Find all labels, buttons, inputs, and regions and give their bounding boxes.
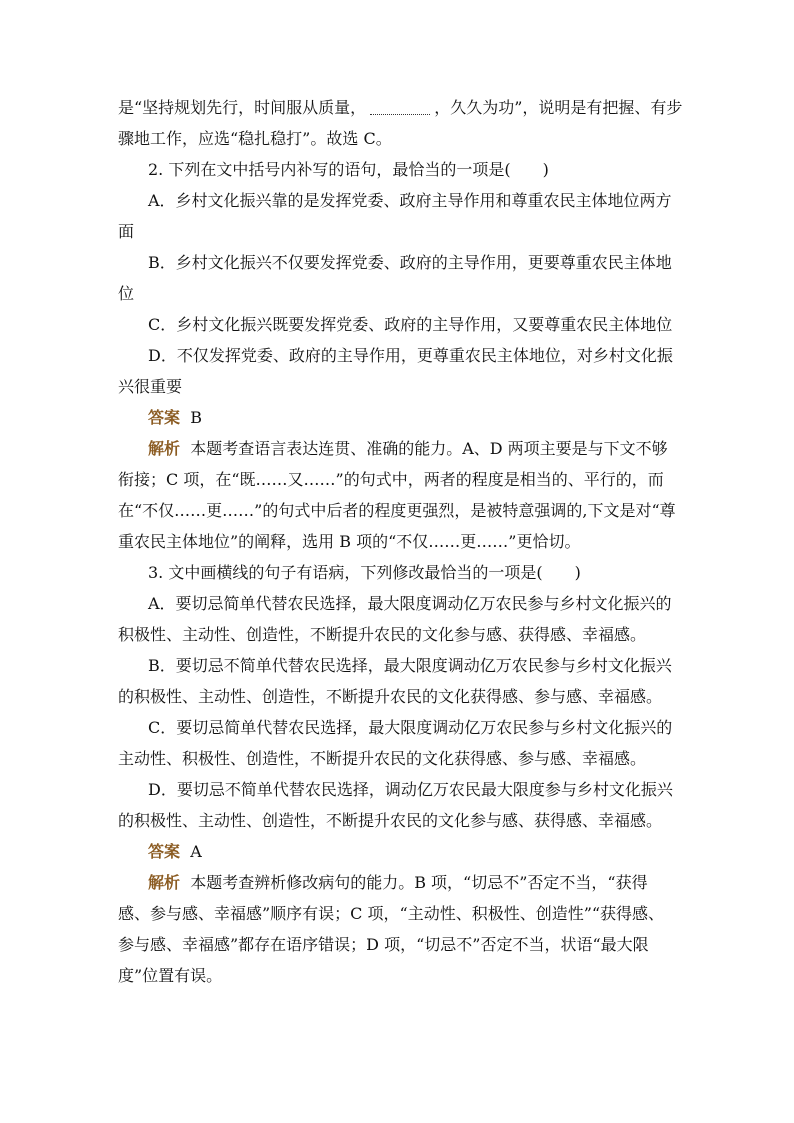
q3-analysis-3: 参与感、幸福感”都存在语序错误；D 项，“切忌不”否定不当，状语“最大限 (118, 935, 649, 954)
q2-analysis-1: 解析 本题考查语言表达连贯、准确的能力。A、D 两项主要是与下文不够 (148, 439, 668, 458)
q2-option-a: A．乡村文化振兴靠的是发挥党委、政府主导作用和尊重农民主体地位两方 (148, 191, 672, 210)
q3-analysis-1: 解析 本题考查辨析修改病句的能力。B 项，“切忌不”否定不当，“获得 (148, 873, 648, 892)
q2-option-d: D．不仅发挥党委、政府的主导作用，更尊重农民主体地位，对乡村文化振 (148, 346, 673, 365)
q2-stem: 2. 下列在文中括号内补写的语句，最恰当的一项是( ) (148, 160, 549, 179)
answer-label: 答案 (148, 842, 181, 861)
q3-analysis-2: 感、参与感、幸福感”顺序有误；C 项，“主动性、积极性、创造性”“获得感、 (118, 904, 665, 923)
q3-option-d-cont: 的积极性、主动性、创造性，不断提升农民的文化参与感、获得感、幸福感。 (118, 811, 663, 830)
q2-option-a-cont: 面 (118, 222, 135, 241)
answer-value: A (190, 842, 202, 861)
intro-line-2: 骤地工作，应选“稳扎稳打”。故选 C。 (118, 129, 392, 148)
q2-option-b: B．乡村文化振兴不仅要发挥党委、政府的主导作用，更要尊重农民主体地 (148, 253, 672, 272)
q3-stem: 3. 文中画横线的句子有语病，下列修改最恰当的一项是( ) (148, 563, 581, 582)
analysis-label: 解析 (148, 873, 181, 892)
q3-option-b: B．要切忌不简单代替农民选择，最大限度调动亿万农民参与乡村文化振兴 (148, 656, 672, 675)
answer-value: B (190, 408, 202, 427)
q3-option-a-cont: 积极性、主动性、创造性，不断提升农民的文化参与感、获得感、幸福感。 (118, 625, 647, 644)
q3-option-d: D．要切忌不简单代替农民选择，调动亿万农民最大限度参与乡村文化振兴 (148, 780, 673, 799)
q2-option-b-cont: 位 (118, 284, 135, 303)
fill-blank (370, 100, 430, 115)
q2-analysis-2: 衔接；C 项，在“既……又……”的句式中，两者的程度是相当的、平行的，而 (118, 470, 664, 489)
q3-option-a: A．要切忌简单代替农民选择，最大限度调动亿万农民参与乡村文化振兴的 (148, 594, 672, 613)
q2-analysis-3: 在“不仅……更……”的句式中后者的程度更强烈，是被特意强调的,下文是对“尊 (118, 501, 676, 520)
q3-answer (118, 836, 678, 867)
analysis-label: 解析 (148, 439, 181, 458)
q3-analysis-4: 度”位置有误。 (118, 966, 223, 985)
intro-line-1: 是“坚持规划先行，时间服从质量， ，久久为功”，说明是有把握、有步 (118, 98, 683, 117)
document-page (118, 92, 683, 991)
q2-option-c: C．乡村文化振兴既要发挥党委、政府的主导作用，又要尊重农民主体地位 (148, 315, 673, 334)
q2-analysis-4: 重农民主体地位”的阐释，选用 B 项的“不仅……更……”更恰切。 (118, 532, 581, 551)
q3-option-c: C．要切忌简单代替农民选择，最大限度调动亿万农民参与乡村文化振兴的 (148, 718, 673, 737)
q3-option-b-cont: 的积极性、主动性、创造性，不断提升农民的文化获得感、参与感、幸福感。 (118, 687, 663, 706)
q3-option-c-cont: 主动性、积极性、创造性，不断提升农民的文化获得感、参与感、幸福感。 (118, 749, 647, 768)
answer-label: 答案 (148, 408, 181, 427)
q2-answer (118, 402, 678, 433)
q2-option-d-cont: 兴很重要 (118, 377, 183, 396)
